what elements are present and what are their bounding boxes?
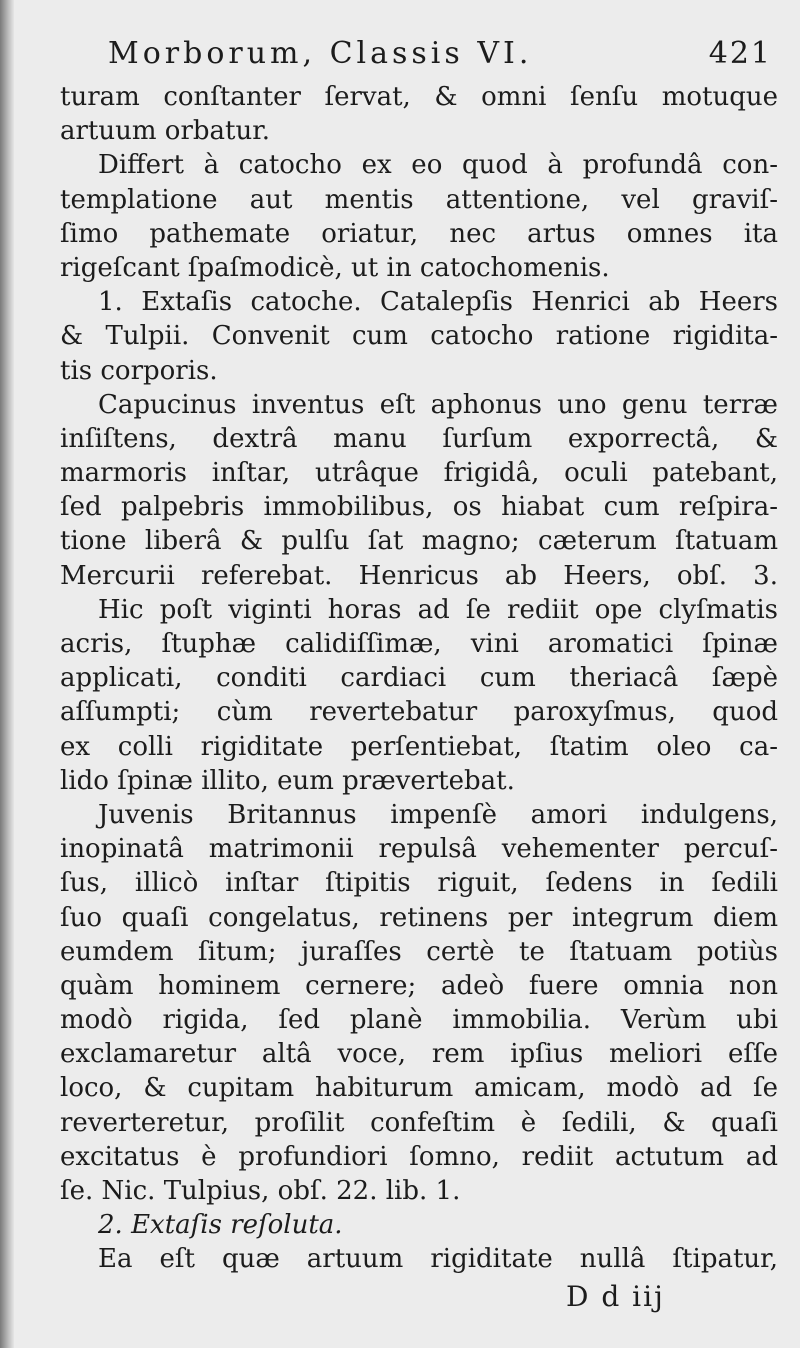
text-line: ſus, illicò inſtar ſtipitis riguit, ſedens in ſedili: [60, 868, 778, 899]
text-line: exclamaretur altâ voce, rem ipſius meliori eſſe: [60, 1039, 778, 1070]
text-line: Juvenis Britannus impenſè amori indulgens,: [98, 799, 778, 830]
text-line: ſe. Nic. Tulpius, obſ. 22. lib. 1.: [60, 1176, 461, 1206]
text-line: rigeſcant ſpaſmodicè, ut in catochomenis.: [60, 252, 610, 283]
text-line: ex colli rigiditate perſentiebat, ſtatim oleo ca-: [60, 731, 778, 762]
text-line: ſuo quaſi congelatus, retinens per integrum diem: [60, 902, 778, 933]
text-line: templatione aut mentis attentione, vel graviſ-: [60, 184, 778, 215]
text-line: & Tulpii. Convenit cum catocho ratione rigidita-: [60, 321, 778, 352]
text-line: artuum orbatur.: [60, 116, 271, 147]
signature-mark: D d iij: [566, 1280, 665, 1313]
page-gutter-shadow: [0, 0, 14, 1348]
text-line: Mercurii referebat. Henricus ab Heers, obſ. 3.: [60, 560, 778, 591]
text-line: tione liberâ & pulſu ſat magno; cæterum ſtatuam: [60, 526, 778, 557]
text-line: marmoris inſtar, utrâque frigidâ, oculi patebant,: [60, 458, 778, 489]
text-line: Capucinus inventus eſt aphonus uno genu terræ: [98, 389, 778, 420]
text-line: inopinatâ matrimonii repulsâ vehementer percuſ-: [60, 834, 778, 865]
text-line: eumdem ſitum; juraſſes certè te ſtatuam potiùs: [60, 936, 778, 967]
text-line: Ea eſt quæ artuum rigiditate nullâ ſtipatur,: [98, 1244, 778, 1275]
text-line: applicati, conditi cardiaci cum theriacâ ſæpè: [60, 663, 778, 694]
running-header: [108, 36, 778, 84]
text-line: excitatus è profundiori ſomno, rediit actutum ad: [60, 1141, 778, 1172]
text-line: modò rigida, ſed planè immobilia. Verùm ubi: [60, 1005, 778, 1036]
text-line: Differt à catocho ex eo quod à profundâ con-: [98, 150, 778, 181]
text-line: aſſumpti; cùm revertebatur paroxyſmus, quod: [60, 697, 778, 728]
text-line: inſiſtens, dextrâ manu ſurſum exporrectâ, &: [60, 423, 778, 454]
text-line: 2. Extaſis reſoluta.: [98, 1210, 343, 1241]
text-line: lido ſpinæ illito, eum prævertebat.: [60, 765, 515, 796]
running-title: Morborum, Classis VI.: [108, 36, 533, 71]
text-line: 1. Extaſis catoche. Catalepſis Henrici ab Heers: [98, 287, 778, 318]
page-number: 421: [708, 36, 772, 71]
text-line: ſimo pathemate oriatur, nec artus omnes ita: [60, 218, 778, 249]
text-line: Hic poſt viginti horas ad ſe rediit ope clyſmatis: [98, 594, 778, 625]
text-line: acris, ſtuphæ calidiſſimæ, vini aromatici ſpinæ: [60, 629, 778, 659]
text-line: ſed palpebris immobilibus, os hiabat cum reſpira-: [60, 492, 778, 523]
body-text: [60, 80, 778, 1277]
text-line: turam conſtanter ſervat, & omni ſenſu motuque: [60, 82, 778, 112]
text-line: quàm hominem cernere; adeò fuere omnia non: [60, 970, 778, 1001]
text-line: loco, & cupitam habiturum amicam, modò ad ſe: [60, 1073, 778, 1104]
text-line: reverteretur, proſilit confeſtim è ſedili, & quaſi: [60, 1107, 778, 1138]
text-line: tis corporis.: [60, 355, 218, 386]
